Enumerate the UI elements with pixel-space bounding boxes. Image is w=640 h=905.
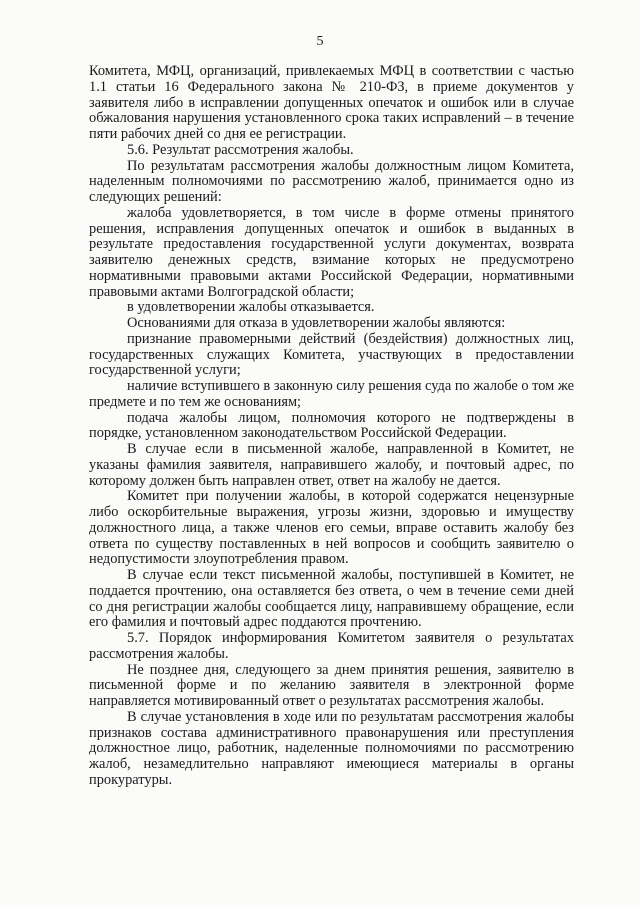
paragraph: Не позднее дня, следующего за днем принятия решения, заявителю в письменной форме и по желанию заявителя в электронной форме направляется мотивированный ответ о результатах рассмотрения жалобы. bbox=[89, 661, 574, 709]
section-heading-5-7: 5.7. Порядок информирования Комитетом заявителя о результатах рассмотрения жалобы. bbox=[89, 630, 574, 662]
page-number: 5 bbox=[316, 34, 324, 49]
refusal-ground: признание правомерными действий (бездействия) должностных лиц, государственных служащих Комитета, участвующих в предоставлении государственной услуги; bbox=[89, 330, 574, 379]
paragraph-continuation: Комитета, МФЦ, организаций, привлекаемых МФЦ в соответствии с частью 1.1 статьи 16 Федерального закона № 210-ФЗ, в приеме документов у заявителя либо в исправлении допущенных опечаток и ошибок или в случае обжалования нарушения установленного срока таких исправлений – в течение пяти рабочих дней со дня ее регистрации. bbox=[89, 63, 574, 142]
paragraph: Основаниями для отказа в удовлетворении жалобы являются: bbox=[127, 315, 506, 331]
section-heading-5-6: 5.6. Результат рассмотрения жалобы. bbox=[127, 141, 354, 158]
refusal-ground: наличие вступившего в законную силу решения суда по жалобе о том же предмете и по тем же основаниям; bbox=[89, 378, 574, 410]
paragraph: В случае если текст письменной жалобы, поступившей в Комитет, не поддается прочтению, она оставляется без ответа, о чем в течение семи дней со дня регистрации жалобы сообщается лицу, направившему обращение, если его фамилия и почтовый адрес поддаются прочтению. bbox=[89, 567, 574, 631]
paragraph: Комитет при получении жалобы, в которой содержатся нецензурные либо оскорбительные выражения, угрозы жизни, здоровью и имуществу должностного лица, а также членов его семьи, вправе оставить жалобу без ответа по существу поставленных в ней вопросов и сообщить заявителю о недопустимости злоупотребления правом. bbox=[89, 488, 574, 568]
paragraph: По результатам рассмотрения жалобы должностным лицом Комитета, наделенным полномочиями по рассмотрению жалоб, принимается одно из следующих решений: bbox=[89, 157, 574, 205]
decision-option: жалоба удовлетворяется, в том числе в форме отмены принятого решения, исправления допущенных опечаток и ошибок в выданных в результате предоставления государственной услуги документах, возврата заявителю денежных средств, взимание которых не предусмотрено нормативными правовыми актами Российской Федерации, нормативными правовыми актами Волгоградской области; bbox=[89, 204, 574, 300]
document-body bbox=[89, 64, 574, 789]
refusal-ground: подача жалобы лицом, полномочия которого не подтверждены в порядке, установленном законодательством Российской Федерации. bbox=[89, 409, 574, 442]
decision-option: в удовлетворении жалобы отказывается. bbox=[127, 299, 375, 316]
paragraph: В случае если в письменной жалобе, направленной в Комитет, не указаны фамилия заявителя, направившего жалобу, и почтовый адрес, по которому должен быть направлен ответ, ответ на жалобу не дается. bbox=[89, 441, 574, 489]
paragraph: В случае установления в ходе или по результатам рассмотрения жалобы признаков состава административного правонарушения или преступления должностное лицо, работник, наделенные полномочиями по рассмотрению жалоб, незамедлительно направляют имеющиеся материалы в органы прокуратуры. bbox=[89, 708, 574, 788]
